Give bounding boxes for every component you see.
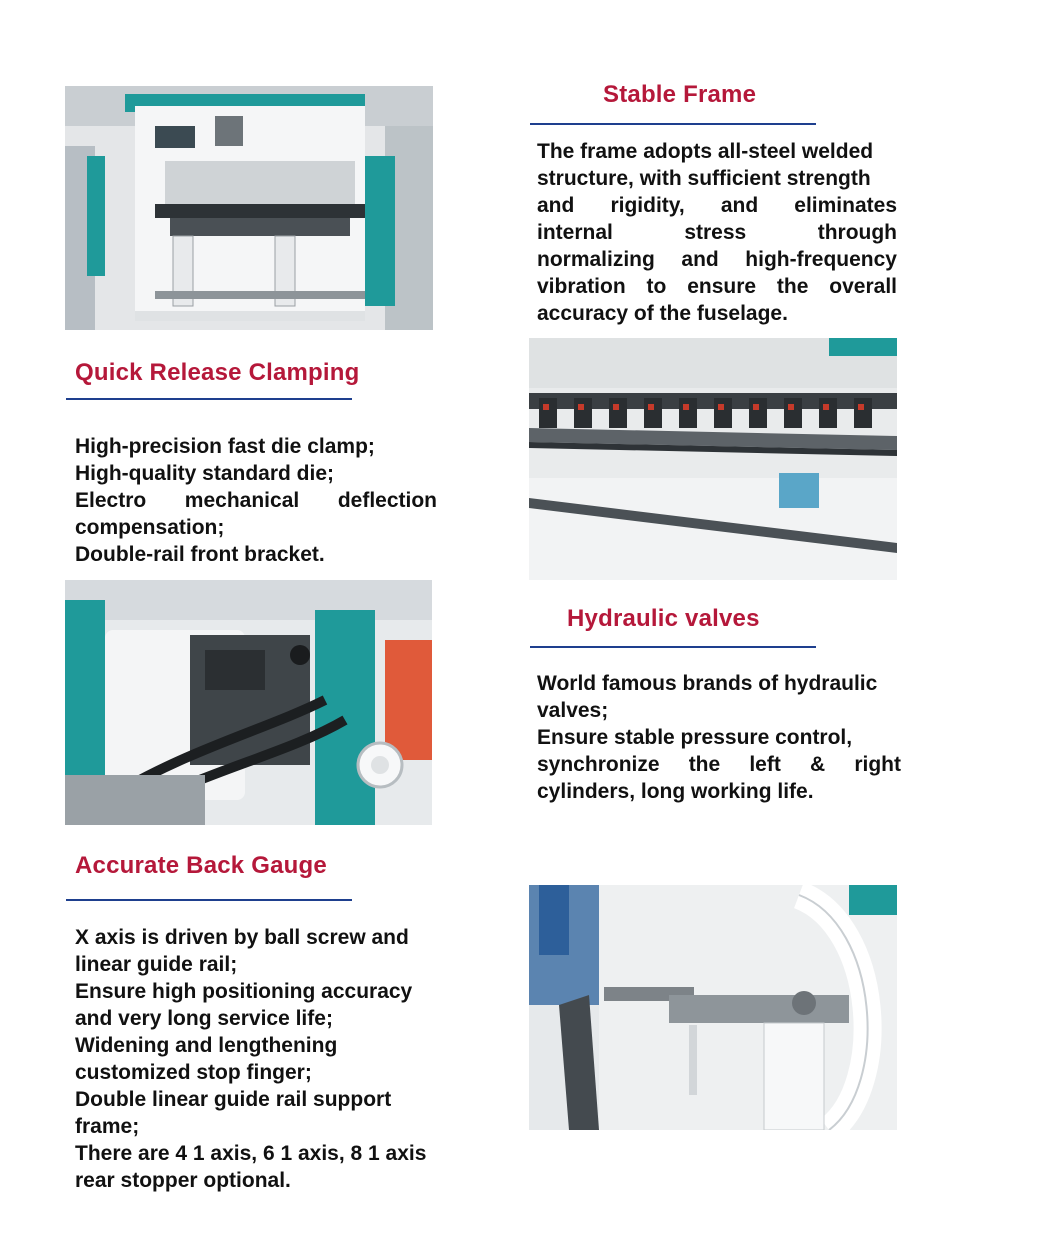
text-line: synchronize the left & right (537, 753, 901, 776)
text-line: cylinders, long working life. (537, 780, 814, 803)
hydraulic-valve-photo (65, 580, 432, 825)
back-gauge-text (75, 924, 455, 1194)
hydraulic-valves-rule (530, 646, 816, 648)
quick-release-heading: Quick Release Clamping (75, 359, 360, 386)
text-line: and rigidity, and eliminates (537, 194, 897, 217)
text-line: normalizing and high-frequency (537, 248, 897, 271)
text-line: Ensure high positioning accuracy (75, 980, 413, 1003)
hydraulic-valves-heading: Hydraulic valves (567, 605, 760, 632)
text-line: X axis is driven by ball screw and (75, 926, 409, 949)
text-line: There are 4 1 axis, 6 1 axis, 8 1 axis (75, 1142, 427, 1165)
text-line: World famous brands of hydraulic (537, 672, 878, 695)
back-gauge-heading: Accurate Back Gauge (75, 852, 327, 879)
text-line: accuracy of the fuselage. (537, 302, 788, 325)
stable-frame-text (537, 138, 897, 327)
text-line: valves; (537, 699, 609, 722)
quick-release-text (75, 433, 437, 568)
text-line: vibration to ensure the overall (537, 275, 897, 298)
quick-release-rule (66, 398, 352, 400)
text-line: Double linear guide rail support (75, 1088, 392, 1111)
text-line: The frame adopts all-steel welded (537, 140, 874, 163)
text-line: Widening and lengthening (75, 1034, 338, 1057)
text-line: High-precision fast die clamp; (75, 435, 375, 458)
back-gauge-rule (66, 899, 352, 901)
text-line: Ensure stable pressure control, (537, 726, 853, 749)
text-line: customized stop finger; (75, 1061, 312, 1084)
stable-frame-rule (530, 123, 816, 125)
text-line: internal stress through (537, 221, 897, 244)
die-clamp-photo (529, 338, 897, 580)
hydraulic-valves-text (537, 670, 901, 805)
text-line: Double-rail front bracket. (75, 543, 325, 566)
text-line: frame; (75, 1115, 140, 1138)
stable-frame-heading: Stable Frame (603, 81, 757, 108)
back-gauge-photo (529, 885, 897, 1130)
text-line: compensation; (75, 516, 225, 539)
press-brake-machine-photo (65, 86, 433, 330)
text-line: High-quality standard die; (75, 462, 335, 485)
text-line: and very long service life; (75, 1007, 333, 1030)
text-line: rear stopper optional. (75, 1169, 291, 1192)
text-line: linear guide rail; (75, 953, 238, 976)
text-line: structure, with sufficient strength (537, 167, 871, 190)
text-line: Electro mechanical deflection (75, 489, 437, 512)
